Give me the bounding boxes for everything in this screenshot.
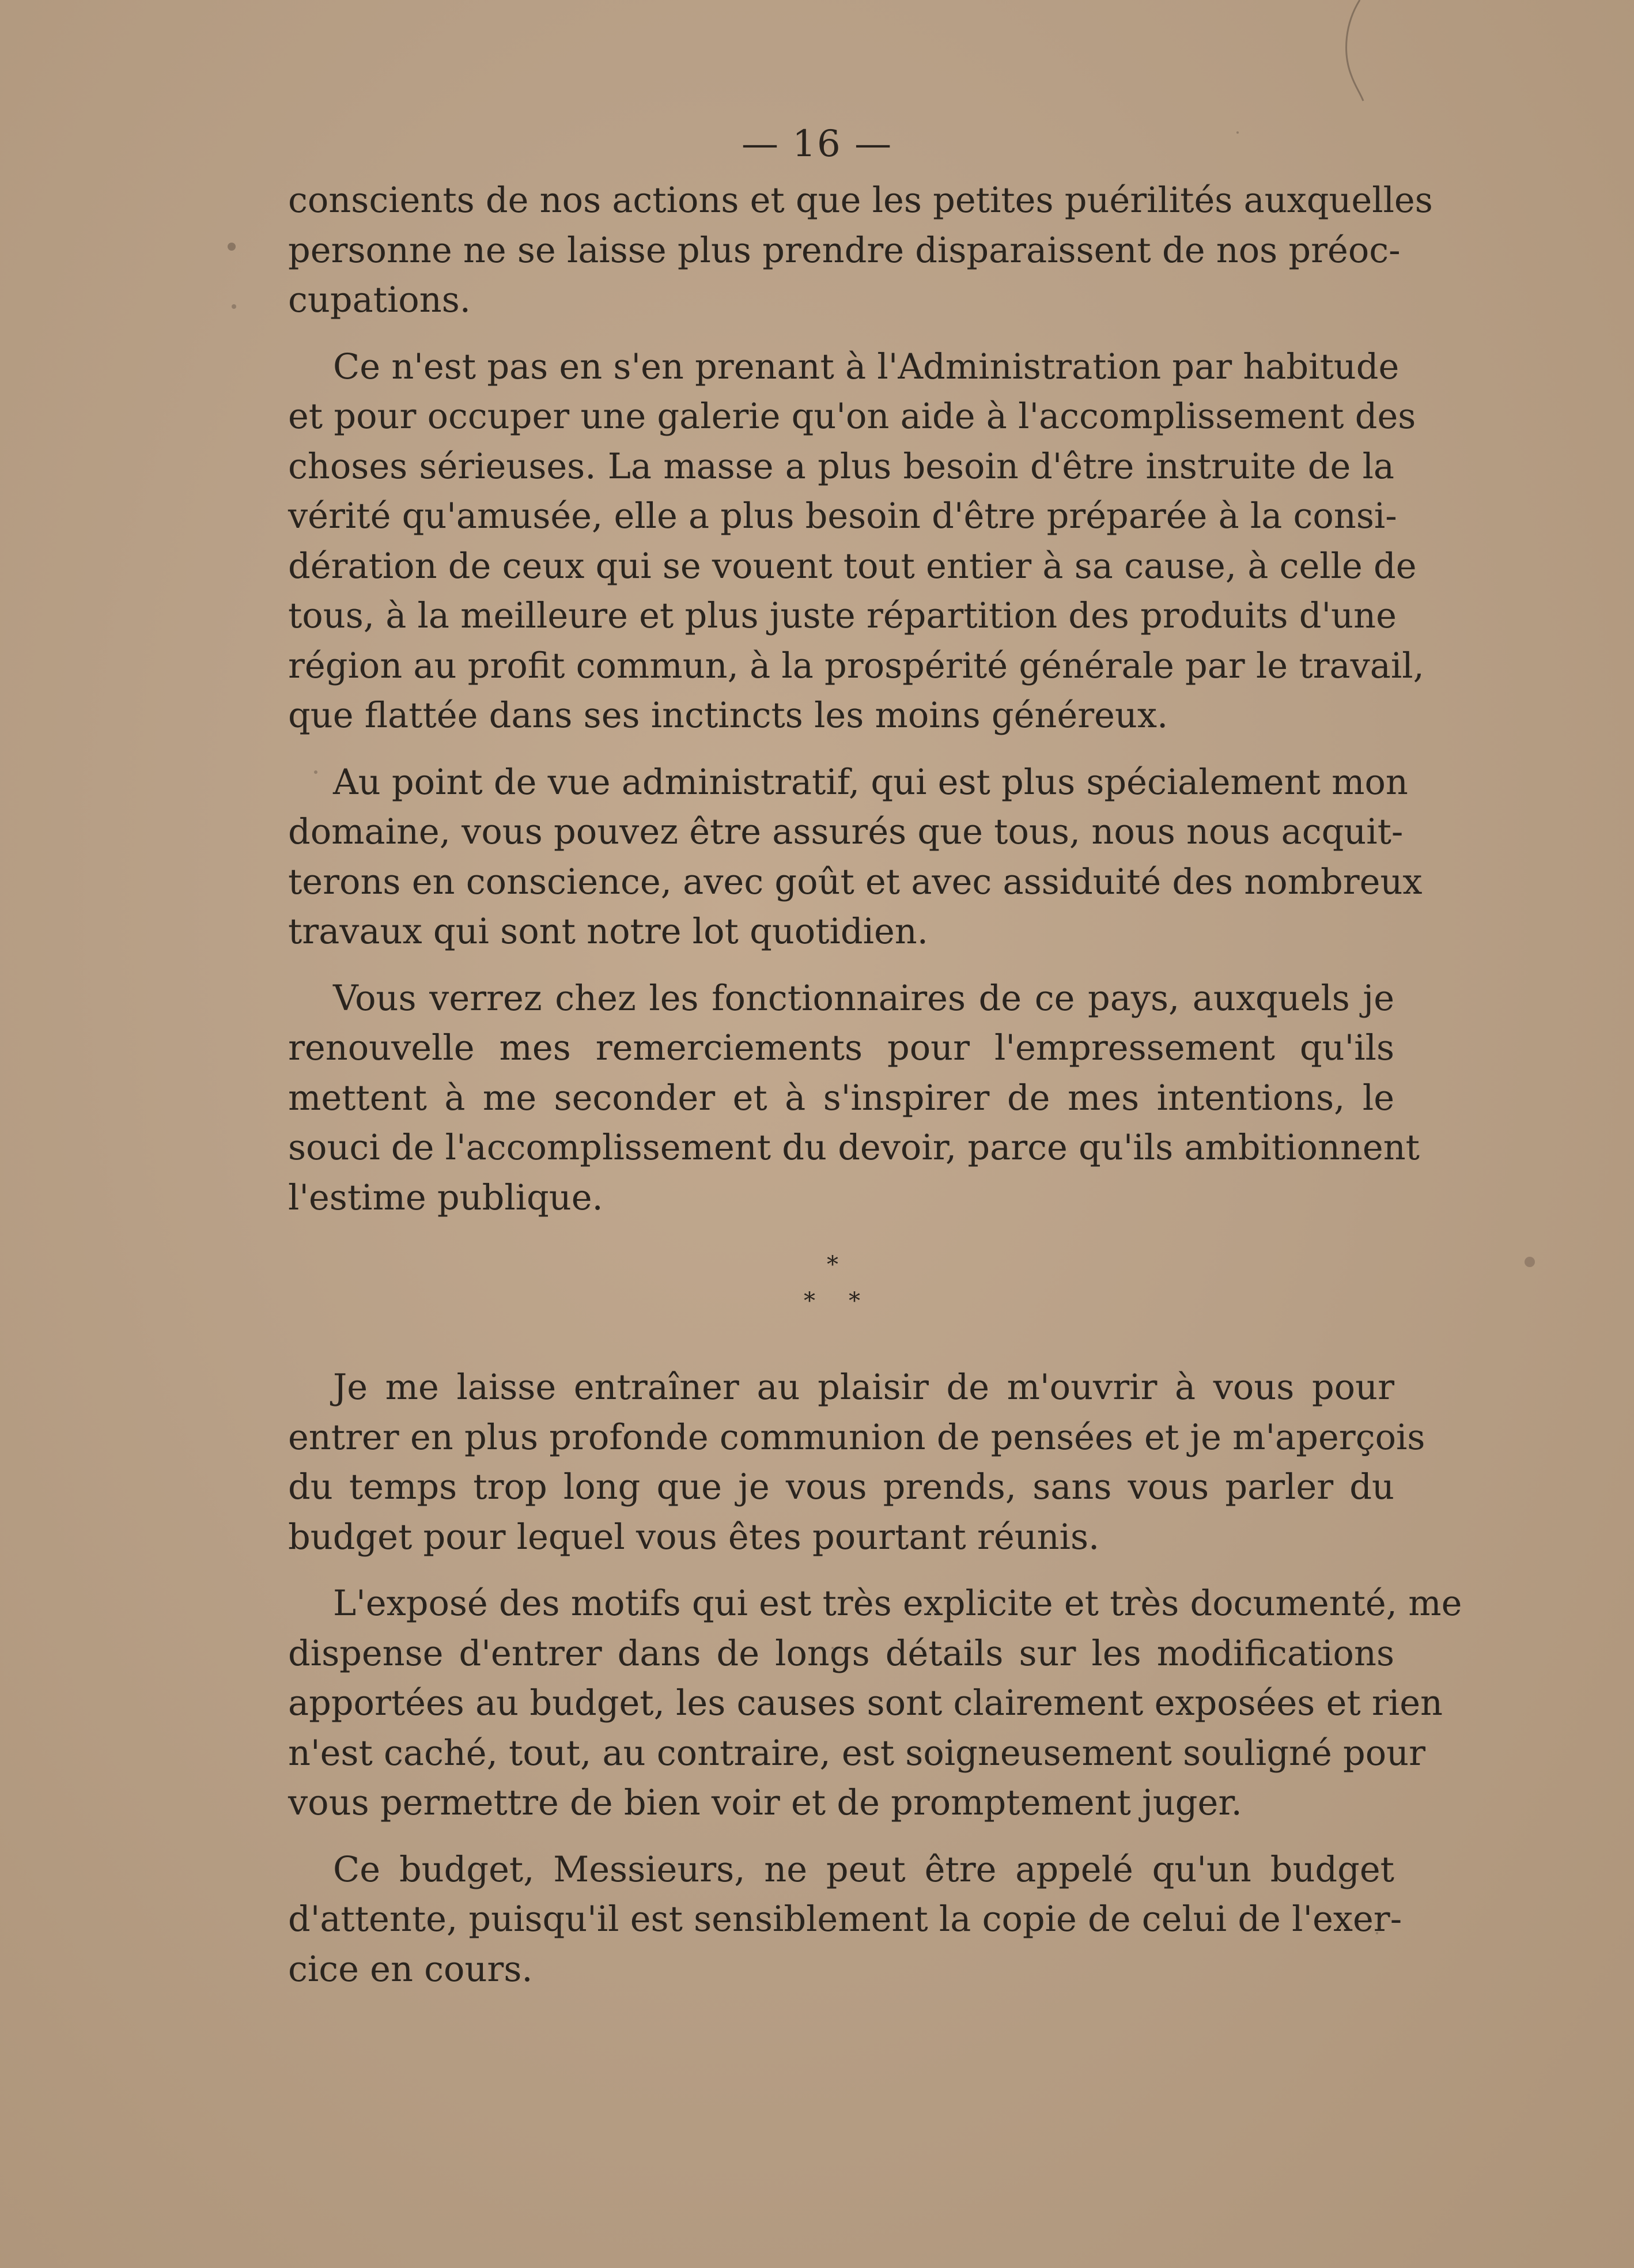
text-line: conscients de nos actions et que les petites puérilités auxquelles [288, 180, 1433, 221]
paragraph-2 [288, 342, 1424, 741]
text-line: Je me laisse entraîner au plaisir de m'ouvrir à vous pour [333, 1367, 1394, 1408]
text-line: vous permettre de bien voir et de promptement juger. [288, 1783, 1242, 1823]
text-line: personne ne se laisse plus prendre disparaissent de nos préoc- [288, 230, 1401, 271]
paragraph-1 [288, 176, 1433, 326]
text-line: terons en conscience, avec goût et avec assiduité des nombreux [288, 861, 1423, 902]
text-line: que flattée dans ses inctincts les moins généreux. [288, 695, 1168, 736]
text-line: Vous verrez chez les fonctionnaires de ce pays, auxquels je [333, 978, 1394, 1019]
text-line: d'attente, puisqu'il est sensiblement la copie de celui de l'exer- [288, 1899, 1402, 1940]
text-line: et pour occuper une galerie qu'on aide à l'accomplissement des [288, 396, 1416, 437]
text-line: région au profit commun, à la prospérité générale par le travail, [288, 645, 1424, 686]
text-line: cupations. [288, 280, 471, 320]
text-line: tous, à la meilleure et plus juste répartition des produits d'une [288, 596, 1397, 636]
paragraph-7 [288, 1845, 1402, 1995]
text-line: domaine, vous pouvez être assurés que tous, nous nous acquit- [288, 812, 1404, 852]
text-line: budget pour lequel vous êtes pourtant réunis. [288, 1517, 1100, 1558]
asterisk: * [849, 1288, 860, 1314]
paragraph-6 [288, 1579, 1462, 1828]
asterisk: * [804, 1288, 815, 1314]
text-line: Ce n'est pas en s'en prenant à l'Administration par habitude [333, 346, 1400, 387]
asterism-separator [288, 1236, 1394, 1351]
text-line: vérité qu'amusée, elle a plus besoin d'être préparée à la consi- [288, 496, 1397, 536]
asterisk: * [827, 1252, 838, 1278]
paragraph-3 [288, 758, 1423, 957]
text-line: Ce budget, Messieurs, ne peut être appelé qu'un budget [333, 1849, 1394, 1890]
text-line: dération de ceux qui se vouent tout entier à sa cause, à celle de [288, 546, 1417, 587]
text-line: n'est caché, tout, au contraire, est soigneusement souligné pour [288, 1733, 1426, 1774]
text-line: l'estime publique. [288, 1177, 603, 1218]
paragraph-4 [288, 974, 1420, 1223]
text-line: du temps trop long que je vous prends, sans vous parler du [288, 1467, 1394, 1507]
text-line: travaux qui sont notre lot quotidien. [288, 912, 928, 952]
text-line: choses sérieuses. La masse a plus besoin d'être instruite de la [288, 446, 1394, 487]
paragraph-5 [288, 1363, 1425, 1562]
text-line: renouvelle mes remerciements pour l'empressement qu'ils [288, 1028, 1394, 1068]
text-line: dispense d'entrer dans de longs détails sur les modifications [288, 1633, 1394, 1674]
text-line: apportées au budget, les causes sont clairement exposées et rien [288, 1683, 1443, 1723]
text-line: souci de l'accomplissement du devoir, parce qu'ils ambitionnent [288, 1128, 1420, 1168]
text-line: Au point de vue administratif, qui est plus spécialement mon [333, 762, 1408, 803]
text-line: L'exposé des motifs qui est très explicite et très documenté, me [333, 1583, 1462, 1624]
page-number: — 16 — [741, 123, 893, 165]
text-line: cice en cours. [288, 1949, 533, 1990]
body-text [288, 176, 1462, 2011]
text-line: entrer en plus profonde communion de pensées et je m'aperçois [288, 1417, 1425, 1458]
text-line: mettent à me seconder et à s'inspirer de mes intentions, le [288, 1078, 1394, 1118]
